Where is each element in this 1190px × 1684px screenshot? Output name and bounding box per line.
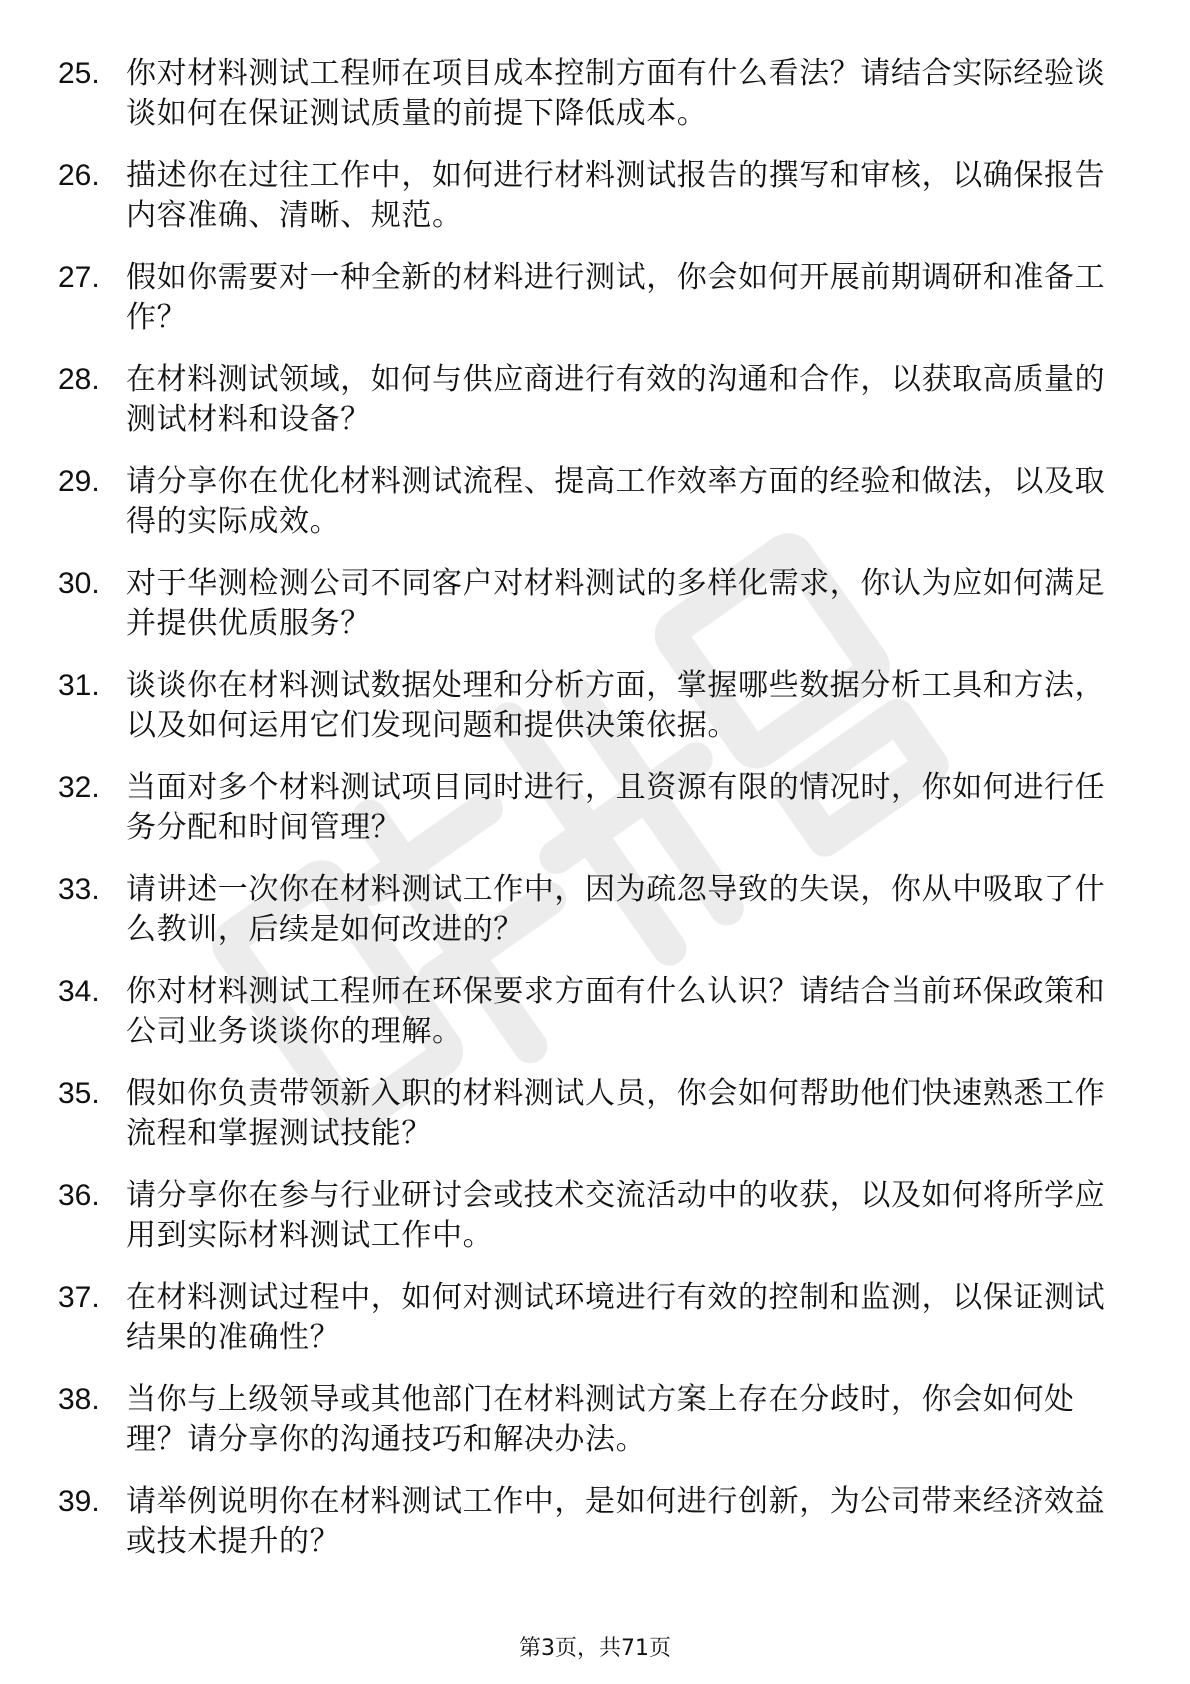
question-number: 29. — [58, 465, 100, 498]
question-text: 在材料测试过程中，如何对测试环境进行有效的控制和监测，以保证测试结果的准确性？ — [126, 1280, 1106, 1355]
question-number: 37. — [58, 1281, 100, 1314]
question-text: 谈谈你在材料测试数据处理和分析方面，掌握哪些数据分析工具和方法，以及如何运用它们发现问题和提供决策依据。 — [126, 668, 1106, 743]
question-number: 30. — [58, 567, 100, 600]
question-number: 25. — [58, 57, 100, 90]
question-item — [58, 462, 1118, 564]
question-item — [58, 360, 1118, 462]
question-text: 假如你负责带领新入职的材料测试人员，你会如何帮助他们快速熟悉工作流程和掌握测试技能？ — [126, 1076, 1106, 1151]
question-list — [58, 54, 1118, 1584]
question-number: 38. — [58, 1383, 100, 1416]
question-item — [58, 1380, 1118, 1482]
question-text: 你对材料测试工程师在项目成本控制方面有什么看法？请结合实际经验谈谈如何在保证测试质量的前提下降低成本。 — [126, 56, 1106, 131]
question-text: 请分享你在优化材料测试流程、提高工作效率方面的经验和做法，以及取得的实际成效。 — [126, 464, 1106, 539]
question-item — [58, 768, 1118, 870]
question-item — [58, 972, 1118, 1074]
question-text: 请讲述一次你在材料测试工作中，因为疏忽导致的失误，你从中吸取了什么教训，后续是如何改进的？ — [126, 872, 1106, 947]
question-text: 请分享你在参与行业研讨会或技术交流活动中的收获，以及如何将所学应用到实际材料测试工作中。 — [126, 1178, 1106, 1253]
question-item — [58, 1074, 1118, 1176]
page-footer: 第3页，共71页 — [519, 1636, 671, 1661]
question-item — [58, 1482, 1118, 1584]
question-number: 39. — [58, 1485, 100, 1518]
question-text: 请举例说明你在材料测试工作中，是如何进行创新，为公司带来经济效益或技术提升的？ — [126, 1484, 1106, 1559]
question-item — [58, 870, 1118, 972]
question-item — [58, 666, 1118, 768]
question-number: 26. — [58, 159, 100, 192]
question-text: 描述你在过往工作中，如何进行材料测试报告的撰写和审核，以确保报告内容准确、清晰、规范。 — [126, 158, 1106, 233]
question-text: 对于华测检测公司不同客户对材料测试的多样化需求，你认为应如何满足并提供优质服务？ — [126, 566, 1106, 641]
question-item — [58, 1278, 1118, 1380]
question-text: 当你与上级领导或其他部门在材料测试方案上存在分歧时，你会如何处理？请分享你的沟通技巧和解决办法。 — [126, 1382, 1075, 1457]
question-number: 36. — [58, 1179, 100, 1212]
question-text: 假如你需要对一种全新的材料进行测试，你会如何开展前期调研和准备工作？ — [126, 260, 1106, 335]
question-item — [58, 564, 1118, 666]
question-text: 你对材料测试工程师在环保要求方面有什么认识？请结合当前环保政策和公司业务谈谈你的理解。 — [126, 974, 1106, 1049]
question-item — [58, 1176, 1118, 1278]
question-number: 31. — [58, 669, 100, 702]
question-item — [58, 54, 1118, 156]
question-text: 当面对多个材料测试项目同时进行，且资源有限的情况时，你如何进行任务分配和时间管理？ — [126, 770, 1106, 845]
question-number: 35. — [58, 1077, 100, 1110]
question-number: 34. — [58, 975, 100, 1008]
question-number: 32. — [58, 771, 100, 804]
question-item — [58, 156, 1118, 258]
question-number: 28. — [58, 363, 100, 396]
question-text: 在材料测试领域，如何与供应商进行有效的沟通和合作，以获取高质量的测试材料和设备？ — [126, 362, 1106, 437]
question-item — [58, 258, 1118, 360]
question-number: 33. — [58, 873, 100, 906]
question-number: 27. — [58, 261, 100, 294]
